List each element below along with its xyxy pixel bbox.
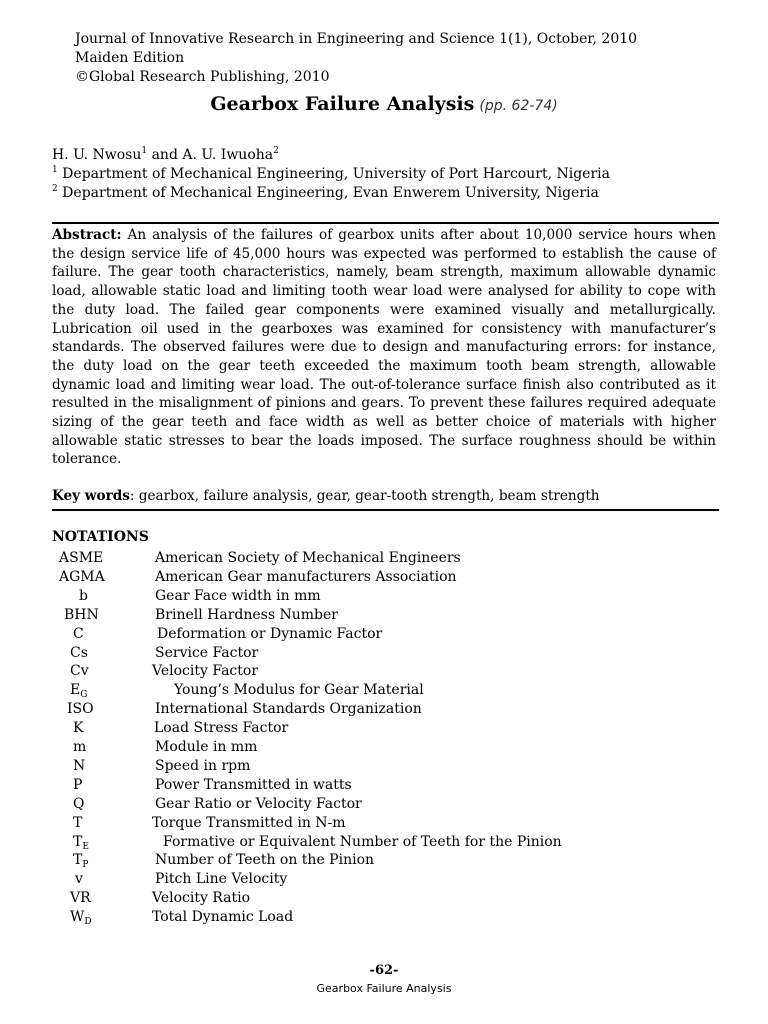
notation-row — [0, 777, 768, 796]
author-conjunction: and — [147, 147, 183, 163]
notation-row — [0, 852, 768, 871]
notation-subscript: D — [84, 917, 92, 928]
notation-symbol: T — [73, 814, 83, 831]
affiliation-1-text: Department of Mechanical Engineering, University of Port Harcourt, Nigeria — [57, 166, 610, 182]
author-2-affiliation-mark: 2 — [273, 146, 279, 156]
notation-symbol: W — [70, 909, 85, 926]
author-1-affiliation-mark: 1 — [141, 146, 148, 156]
notation-symbol: E — [70, 682, 81, 699]
notation-subscript: G — [80, 690, 88, 701]
notation-symbol: P — [73, 776, 83, 793]
notation-symbol: C — [73, 625, 84, 642]
affiliation-2-mark: 2 — [52, 184, 58, 194]
notation-symbol: N — [73, 757, 86, 774]
notation-row — [0, 796, 768, 815]
notation-definition: Power Transmitted in watts — [155, 776, 352, 793]
notation-symbol: v — [75, 871, 83, 888]
notation-symbol-group — [73, 852, 89, 871]
notation-symbol: BHN — [64, 606, 99, 623]
notation-row — [0, 569, 768, 588]
notation-row — [0, 550, 768, 569]
notation-definition: Gear Face width in mm — [155, 587, 321, 604]
notation-definition: Formative or Equivalent Number of Teeth for the Pinion — [163, 833, 562, 850]
notation-subscript: E — [82, 841, 89, 852]
notation-row — [0, 834, 768, 853]
notation-definition: Torque Transmitted in N-m — [152, 814, 346, 831]
divider-bottom — [52, 509, 719, 511]
notation-definition: Brinell Hardness Number — [155, 606, 338, 623]
notations-heading: NOTATIONS — [52, 529, 149, 545]
notation-definition: Young’s Modulus for Gear Material — [174, 682, 424, 699]
notation-definition: Velocity Factor — [152, 663, 259, 680]
notation-symbol: Q — [73, 795, 85, 812]
keywords-text: : gearbox, failure analysis, gear, gear-tooth strength, beam strength — [129, 488, 600, 504]
notation-row — [0, 626, 768, 645]
abstract-text: An analysis of the failures of gearbox units after about 10,000 service hours when the design service life of 45,000 hours was expected was performed to establish the cause of failure. The gear tooth characteristics, namely, beam strength, maximum allowable dynamic load, allowable static load and limiting tooth wear load were analysed for ability to cope with the duty load. The failed gear components were examined visually and metallurgically. Lubrication oil used in the gearboxes was examined for consistency with manufacturer’s standards. The observed failures were due to design and manufacturing errors: for instance, the duty load on the gear teeth exceeded the maximum tooth beam strength, allowable dynamic load and limiting wear load. The out-of-tolerance surface finish also contributed as it resulted in the misalignment of pinions and gears. To prevent these failures required adequate sizing of the gear teeth and face width as well as better choice of materials with higher allowable static stresses to bear the loads imposed. The surface roughness should be within tolerance. — [52, 227, 716, 468]
author-line — [52, 146, 279, 164]
notation-definition: Pitch Line Velocity — [155, 871, 288, 888]
notation-row — [0, 890, 768, 909]
notation-definition: Speed in rpm — [155, 757, 251, 774]
notation-symbol-group — [70, 909, 92, 928]
notation-subscript: P — [82, 860, 89, 871]
notation-definition: American Society of Mechanical Engineers — [155, 550, 461, 566]
notation-definition: Total Dynamic Load — [152, 909, 294, 926]
notation-row — [0, 739, 768, 758]
notation-row — [0, 871, 768, 890]
page-number: -62- — [369, 963, 399, 978]
divider-top — [52, 222, 719, 224]
notation-definition: International Standards Organization — [155, 701, 422, 718]
notation-definition: Deformation or Dynamic Factor — [157, 625, 383, 642]
author-1: H. U. Nwosu — [52, 147, 142, 163]
journal-copyright: ©Global Research Publishing, 2010 — [75, 69, 330, 85]
notation-definition: American Gear manufacturers Association — [155, 568, 457, 585]
notation-symbol: Cs — [70, 644, 88, 661]
title-main: Gearbox Failure Analysis — [210, 93, 475, 115]
notation-symbol: K — [73, 720, 84, 737]
affiliation-2-text: Department of Mechanical Engineering, Evan Enwerem University, Nigeria — [57, 185, 599, 201]
notation-symbol: VR — [70, 890, 91, 907]
abstract — [52, 226, 716, 469]
notation-definition: Number of Teeth on the Pinion — [155, 852, 375, 869]
running-title: Gearbox Failure Analysis — [316, 982, 452, 995]
notation-row — [0, 645, 768, 664]
affiliation-2 — [52, 184, 599, 202]
notation-row — [0, 701, 768, 720]
journal-citation: Journal of Innovative Research in Engineering and Science 1(1), October, 2010 — [75, 31, 638, 47]
keywords — [52, 487, 600, 505]
notation-symbol: T — [73, 833, 83, 850]
notation-symbol-group — [73, 834, 89, 850]
notation-symbol: Cv — [70, 663, 89, 680]
keywords-label: Key words — [52, 488, 130, 504]
paper-title — [0, 93, 768, 115]
notation-symbol: ASME — [59, 550, 104, 566]
author-2: A. U. Iwuoha — [182, 147, 274, 163]
notation-row — [0, 663, 768, 682]
notation-definition: Module in mm — [155, 739, 258, 755]
abstract-label: Abstract: — [52, 227, 122, 243]
notation-row — [0, 758, 768, 777]
notation-row — [0, 909, 768, 928]
notation-symbol: m — [73, 739, 87, 755]
journal-edition: Maiden Edition — [75, 50, 185, 66]
affiliation-1-mark: 1 — [52, 165, 58, 175]
notation-symbol: ISO — [67, 701, 94, 718]
notation-row — [0, 682, 768, 701]
notation-symbol: b — [79, 587, 88, 604]
affiliation-1 — [52, 165, 610, 183]
notation-symbol-group — [70, 682, 88, 701]
notation-definition: Service Factor — [155, 644, 259, 661]
notation-row — [0, 607, 768, 626]
notation-row — [0, 720, 768, 739]
notation-definition: Gear Ratio or Velocity Factor — [155, 795, 362, 812]
notation-definition: Load Stress Factor — [154, 720, 289, 737]
notation-definition: Velocity Ratio — [152, 890, 251, 907]
title-pages: (pp. 62-74) — [479, 98, 558, 114]
notation-row — [0, 815, 768, 834]
notation-row — [0, 588, 768, 607]
notation-symbol: AGMA — [59, 568, 105, 585]
notation-symbol: T — [73, 852, 83, 869]
